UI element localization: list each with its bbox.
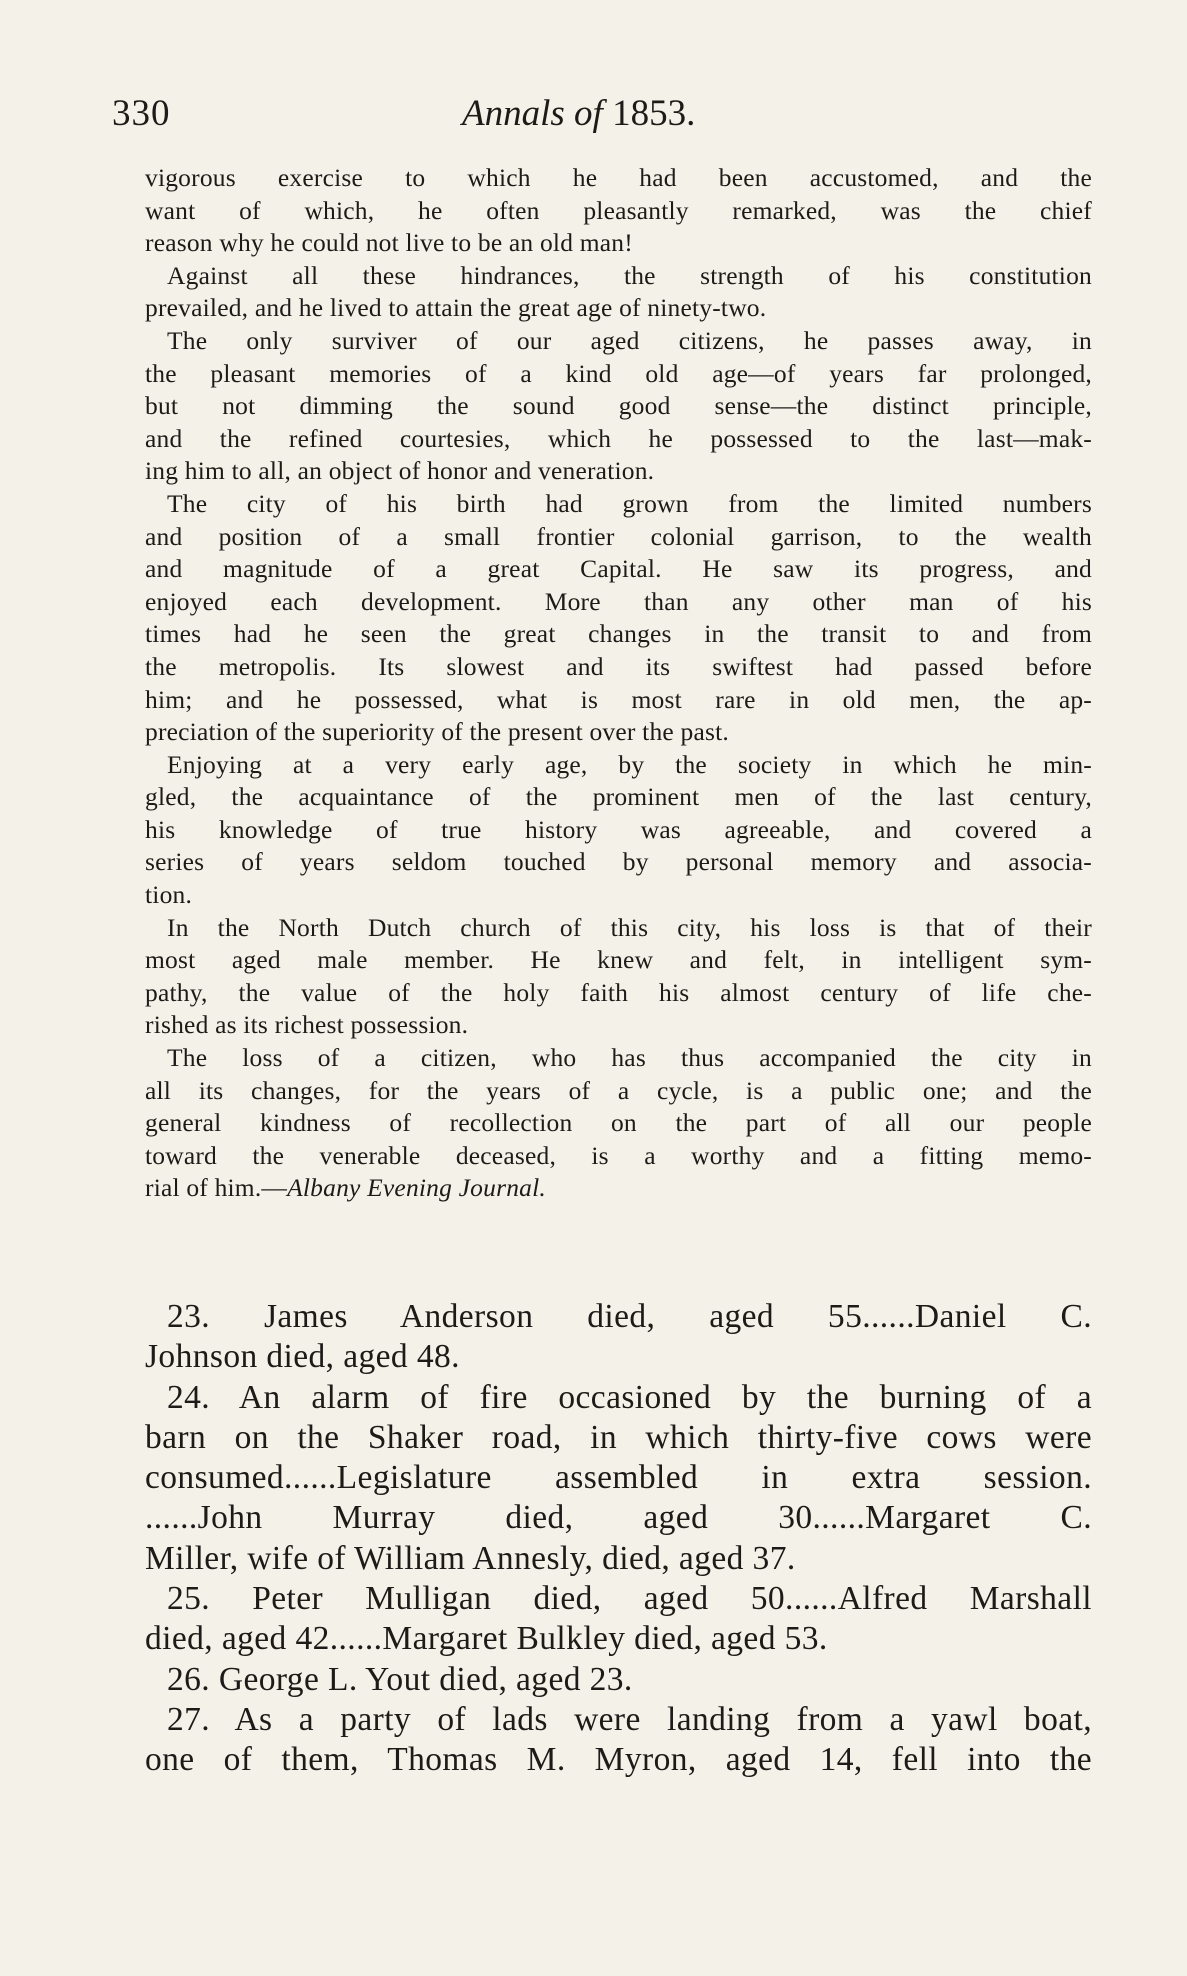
text-line: ing him to all, an object of honor and veneration.: [145, 456, 655, 486]
final-line-text: rial of him.—: [145, 1173, 288, 1203]
text-line: him; and he possessed, what is most rare in old men, the ap-: [145, 684, 1092, 714]
text-line: prevailed, and he lived to attain the great age of ninety-two.: [145, 293, 767, 323]
text-line: series of years seldom touched by personal memory and associa-: [145, 847, 1092, 877]
running-title: [462, 92, 695, 135]
citation: Albany Evening Journal.: [287, 1173, 546, 1203]
chronicle-entries: [145, 1297, 1092, 1781]
text-line: vigorous exercise to which he had been accustomed, and the: [145, 163, 1092, 192]
text-line: his knowledge of true history was agreeable, and covered a: [145, 814, 1092, 844]
obituary-lines: [145, 162, 1092, 1172]
text-line: rished as its richest possession.: [145, 1010, 469, 1040]
text-line: and magnitude of a great Capital. He saw its progress, and: [145, 554, 1092, 584]
text-line: barn on the Shaker road, in which thirty-five cows were: [145, 1418, 1092, 1456]
text-line: Against all these hindrances, the strength of his constitution: [167, 260, 1092, 290]
text-line: the pleasant memories of a kind old age—of years far prolonged,: [145, 358, 1092, 388]
text-line: The city of his birth had grown from the limited numbers: [167, 488, 1092, 518]
text-line: all its changes, for the years of a cycle, is a public one; and the: [145, 1075, 1092, 1105]
text-line-final: [145, 1172, 1092, 1205]
text-line: Johnson died, aged 48.: [145, 1338, 460, 1376]
text-line: general kindness of recollection on the part of all our people: [145, 1108, 1092, 1138]
text-line: Miller, wife of William Annesly, died, aged 37.: [145, 1539, 796, 1577]
text-line: and position of a small frontier colonial garrison, to the wealth: [145, 521, 1092, 551]
text-line: tion.: [145, 880, 193, 910]
text-line: ......John Murray died, aged 30......Margaret C.: [145, 1499, 1092, 1537]
obituary-text: [145, 162, 1092, 1205]
text-line: gled, the acquaintance of the prominent men of the last century,: [145, 782, 1092, 812]
text-line: but not dimming the sound good sense—the distinct principle,: [145, 391, 1092, 421]
entry-lines: [145, 1297, 1092, 1781]
text-line: want of which, he often pleasantly remarked, was the chief: [145, 195, 1092, 225]
text-line: 26. George L. Yout died, aged 23.: [167, 1660, 633, 1698]
text-line: 23. James Anderson died, aged 55......Daniel C.: [167, 1298, 1092, 1335]
running-header: [112, 92, 1082, 142]
text-line: 24. An alarm of fire occasioned by the burning of a: [167, 1378, 1092, 1416]
text-line: times had he seen the great changes in the transit to and from: [145, 619, 1092, 649]
text-line: Enjoying at a very early age, by the society in which he min-: [167, 749, 1092, 779]
text-line: and the refined courtesies, which he possessed to the last—mak-: [145, 423, 1092, 453]
text-line: pathy, the value of the holy faith his almost century of life che-: [145, 977, 1092, 1007]
title-of: of: [574, 93, 603, 134]
text-line: most aged male member. He knew and felt, in intelligent sym-: [145, 945, 1092, 975]
text-line: preciation of the superiority of the present over the past.: [145, 717, 729, 747]
text-line: In the North Dutch church of this city, his loss is that of their: [167, 912, 1092, 942]
text-line: The only surviver of our aged citizens, he passes away, in: [167, 325, 1092, 355]
text-line: the metropolis. Its slowest and its swiftest had passed before: [145, 651, 1092, 681]
text-line: consumed......Legislature assembled in extra session.: [145, 1459, 1092, 1497]
page-number: 330: [112, 93, 171, 134]
title-prefix: Annals: [462, 93, 565, 134]
text-line: 25. Peter Mulligan died, aged 50......Alfred Marshall: [167, 1580, 1092, 1618]
text-line: reason why he could not live to be an old man!: [145, 228, 633, 258]
text-line: one of them, Thomas M. Myron, aged 14, fell into the: [145, 1741, 1092, 1779]
text-line: enjoyed each development. More than any other man of his: [145, 586, 1092, 616]
text-line: The loss of a citizen, who has thus accompanied the city in: [167, 1043, 1092, 1073]
text-line: 27. As a party of lads were landing from a yawl boat,: [167, 1700, 1092, 1738]
text-line: toward the venerable deceased, is a worthy and a fitting memo-: [145, 1140, 1092, 1170]
title-year: 1853.: [612, 93, 696, 134]
text-line: died, aged 42......Margaret Bulkley died, aged 53.: [145, 1620, 828, 1658]
